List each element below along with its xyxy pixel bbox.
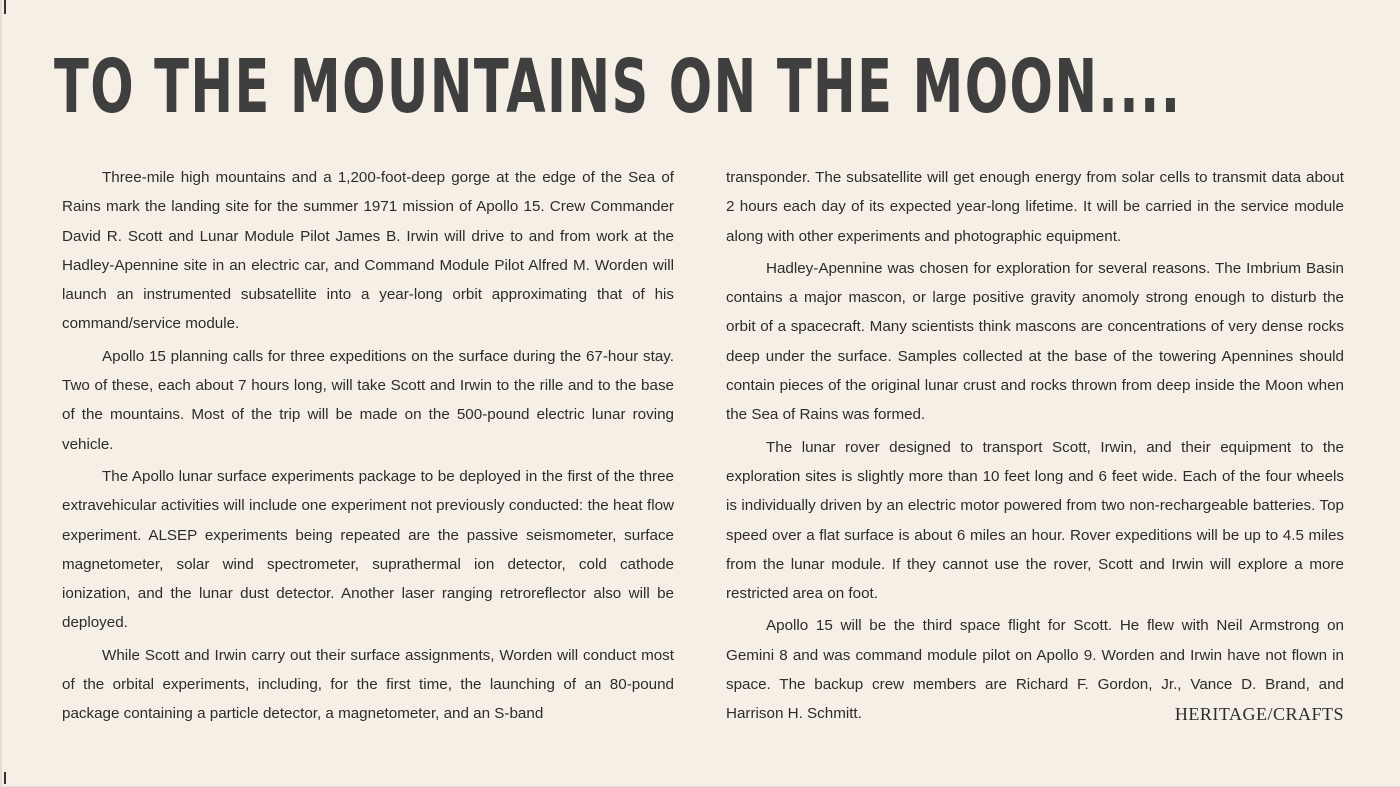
paragraph: Apollo 15 will be the third space flight for Scott. He flew with Neil Armstrong on Gemini 8 and was command module pilot on Apollo 9. Worden and Irwin have not flown in space. The backup crew members are Richard F. Gordon, Jr., Vance D. Brand, and Harrison H. Schmitt. bbox=[726, 617, 1344, 723]
page-title: TO THE MOUNTAINS ON THE MOON.... bbox=[54, 44, 1182, 130]
paragraph: The Apollo lunar surface experiments package to be deployed in the first of the three extravehicular activities will include one experiment not previously conducted: the heat flow experiment. ALSEP experiments being repeated are the passive seismometer, surface magnetometer, solar wind spectrometer, suprathermal ion detector, cold cathode ionization, and the lunar dust detector. Another laser ranging retroreflector also will be deployed. bbox=[62, 467, 674, 632]
left-column bbox=[62, 163, 674, 729]
edge-mark-top bbox=[4, 0, 6, 14]
paragraph-continued: transponder. The subsatellite will get enough energy from solar cells to transmit data about 2 hours each day of its expected year-long lifetime. It will be carried in the service module along with other experiments and photographic equipment. bbox=[726, 169, 1344, 245]
publisher-signature: HERITAGE/CRAFTS bbox=[1174, 703, 1344, 724]
paragraph: The lunar rover designed to transport Scott, Irwin, and their equipment to the exploration sites is slightly more than 10 feet long and 6 feet wide. Each of the four wheels is individually driven by an electric motor powered from two non-rechargeable batteries. Top speed over a flat surface is about 6 miles an hour. Rover expeditions will be up to 4.5 miles from the lunar module. If they cannot use the rover, Scott and Irwin will explore a more restricted area on foot. bbox=[726, 438, 1344, 603]
edge-mark-bottom bbox=[4, 772, 6, 784]
right-column bbox=[726, 163, 1344, 729]
paragraph: Apollo 15 planning calls for three expeditions on the surface during the 67-hour stay. Two of these, each about 7 hours long, will take Scott and Irwin to the rille and to the base of the mountains. Most of the trip will be made on the 500-pound electric lunar roving vehicle. bbox=[62, 347, 674, 453]
paragraph: While Scott and Irwin carry out their surface assignments, Worden will conduct most of the orbital experiments, including, for the first time, the launching of an 80-pound package containing a particle detector, a magnetometer, and an S-band bbox=[62, 646, 674, 723]
paragraph: Three-mile high mountains and a 1,200-foot-deep gorge at the edge of the Sea of Rains mark the landing site for the summer 1971 mission of Apollo 15. Crew Commander David R. Scott and Lunar Module Pilot James B. Irwin will drive to and from work at the Hadley-Apennine site in an electric car, and Command Module Pilot Alfred M. Worden will launch an instrumented subsatellite into a year-long orbit approximating that of his command/service module. bbox=[62, 169, 674, 333]
paragraph: Hadley-Apennine was chosen for exploration for several reasons. The Imbrium Basin contains a major mascon, or large positive gravity anomoly strong enough to disturb the orbit of a spacecraft. Many scientists think mascons are concentrations of very dense rocks deep under the surface. Samples collected at the base of the towering Apennines should contain pieces of the original lunar crust and rocks thrown from deep inside the Moon when the Sea of Rains was formed. bbox=[726, 259, 1344, 424]
